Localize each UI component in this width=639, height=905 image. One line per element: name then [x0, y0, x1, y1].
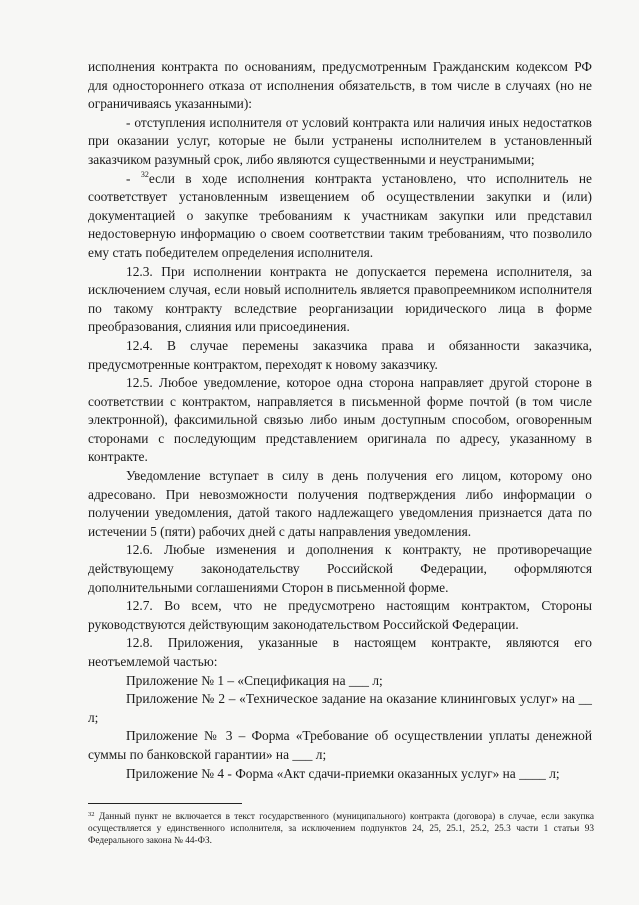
- clause-12-3: 12.3. При исполнении контракта не допускается перемена исполнителя, за исключением случая, если новый исполнитель является правопреемником исполнителя по такому контракту вследствие реорганизации юридического лица в форме преобразования, слияния или присоединения.: [88, 263, 592, 335]
- paragraph-continuation: исполнения контракта по основаниям, предусмотренным Гражданским кодексом РФ для одностороннего отказа от исполнения обязательств, в том числе в случаях (но не ограничиваясь указанными):: [88, 59, 592, 112]
- appendix-2: Приложение № 2 – «Техническое задание на оказание клининговых услуг» на __ л;: [88, 691, 592, 725]
- paragraph-nonconformity: [88, 170, 592, 263]
- paragraph-deviation: - отступления исполнителя от условий контракта или наличия иных недостатков при оказании услуг, которые не были устранены исполнителем в установленный заказчиком разумный срок, либо являются существенными и неустранимыми;: [88, 114, 592, 167]
- clause-12-5: 12.5. Любое уведомление, которое одна сторона направляет другой стороне в соответствии с контрактом, направляется в письменной форме почтой (в том числе электронной), факсимильной связью либо иным доступным способом, оговоренным сторонами с последующим представлением оригинала по адресу, указанному в контракте.: [88, 375, 592, 465]
- footnote-divider: [88, 803, 242, 804]
- appendix-4: Приложение № 4 - Форма «Акт сдачи-приемки оказанных услуг» на ____ л;: [126, 765, 560, 781]
- appendix-1: Приложение № 1 – «Спецификация на ___ л;: [126, 672, 383, 688]
- document-body: [88, 58, 592, 783]
- clause-12-5-notice: Уведомление вступает в силу в день получения его лицом, которому оно адресовано. При невозможности получения подтверждения либо информации о получении уведомления, датой такого надлежащего уведомления признается дата по истечении 5 (пяти) рабочих дней с даты направления уведомления.: [88, 468, 592, 539]
- clause-12-4: 12.4. В случае перемены заказчика права и обязанности заказчика, предусмотренные контрактом, переходят к новому заказчику.: [88, 337, 592, 372]
- appendix-3: Приложение № 3 – Форма «Требование об осуществлении уплаты денежной суммы по банковской гарантии» на ___ л;: [88, 728, 592, 762]
- footnote-number: 32: [88, 811, 95, 818]
- footnote-reference: 32: [140, 169, 149, 179]
- clause-12-6: 12.6. Любые изменения и дополнения к контракту, не противоречащие действующему законодательству Российской Федерации, оформляются дополнительными соглашениями Сторон в письменной форме.: [88, 542, 592, 595]
- dash: -: [126, 170, 141, 186]
- footnote: [88, 811, 594, 847]
- clause-12-7: 12.7. Во всем, что не предусмотрено настоящим контрактом, Стороны руководствуются действующим законодательством Российской Федерации.: [88, 598, 592, 632]
- clause-12-8: 12.8. Приложения, указанные в настоящем контракте, являются его неотъемлемой частью:: [88, 635, 592, 669]
- paragraph-nonconformity-text: если в ходе исполнения контракта установлено, что исполнитель не соответствует установленным извещением об осуществлении закупки и (или) документацией о закупке требованиям к участникам закупки или представил недостоверную информацию о своем соответствии таким требованиям, что позволило ему стать победителем определения исполнителя.: [88, 170, 592, 260]
- footnote-text: Данный пункт не включается в текст государственного (муниципального) контракта (договора) в случае, если закупка осуществляется у единственного исполнителя, за исключением подпунктов 24, 25, 25.1, 25.2, 25.3 части 1 статьи 93 Федерального закона № 44-ФЗ.: [88, 812, 594, 846]
